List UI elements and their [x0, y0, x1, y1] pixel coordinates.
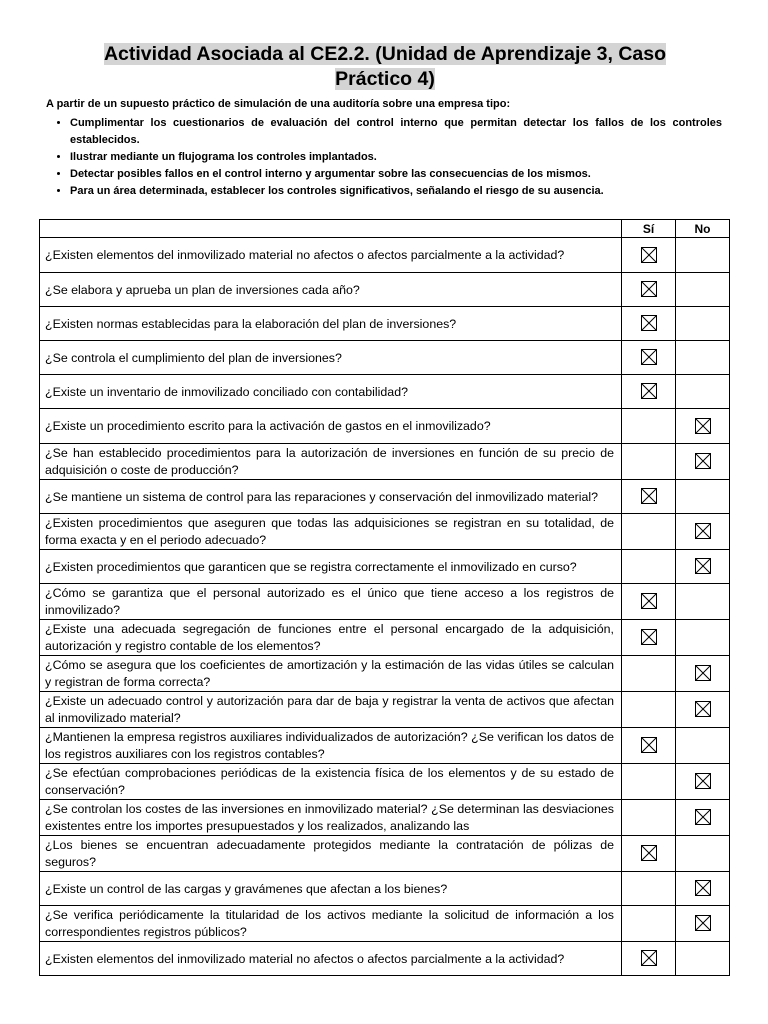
yes-cell — [622, 584, 676, 620]
yes-cell — [622, 942, 676, 976]
document-title — [40, 42, 730, 92]
bullet-item: • Ilustrar mediante un flujograma los controles implantados. — [70, 149, 722, 166]
question-cell: ¿Se controla el cumplimiento del plan de inversiones? — [40, 341, 622, 375]
checked-box-icon — [641, 845, 657, 861]
checked-box-icon — [641, 488, 657, 504]
question-cell: ¿Existen normas establecidas para la elaboración del plan de inversiones? — [40, 307, 622, 341]
yes-cell — [622, 728, 676, 764]
bullet-item: • Cumplimentar los cuestionarios de evaluación del control interno que permitan detectar los fallos de los controles establecidos. — [70, 115, 722, 149]
checked-box-icon — [695, 453, 711, 469]
title-line-1: Actividad Asociada al CE2.2. (Unidad de Aprendizaje 3, Caso — [103, 43, 667, 65]
bullet-item: • Para un área determinada, establecer los controles significativos, señalando el riesgo de su ausencia. — [70, 183, 722, 200]
checked-box-icon — [641, 593, 657, 609]
no-cell — [676, 800, 730, 836]
table-row — [40, 942, 730, 976]
table-row — [40, 550, 730, 584]
table-row — [40, 409, 730, 444]
question-cell: ¿Cómo se garantiza que el personal autorizado es el único que tiene acceso a los registros de inmovilizado? — [40, 584, 622, 620]
no-cell — [676, 584, 730, 620]
table-row — [40, 273, 730, 307]
yes-cell — [622, 307, 676, 341]
question-cell: ¿Existe un inventario de inmovilizado conciliado con contabilidad? — [40, 375, 622, 409]
checklist-body — [40, 238, 730, 976]
checklist-table — [39, 219, 730, 976]
checked-box-icon — [695, 523, 711, 539]
no-cell — [676, 238, 730, 273]
checked-box-icon — [695, 418, 711, 434]
table-row — [40, 444, 730, 480]
yes-cell — [622, 480, 676, 514]
table-row — [40, 872, 730, 906]
table-row — [40, 480, 730, 514]
no-cell — [676, 375, 730, 409]
no-header: No — [676, 220, 730, 238]
checked-box-icon — [695, 809, 711, 825]
yes-cell — [622, 800, 676, 836]
question-cell: ¿Existe un procedimiento escrito para la activación de gastos en el inmovilizado? — [40, 409, 622, 444]
no-cell — [676, 764, 730, 800]
checked-box-icon — [641, 737, 657, 753]
no-cell — [676, 906, 730, 942]
no-cell — [676, 480, 730, 514]
yes-cell — [622, 375, 676, 409]
checked-box-icon — [695, 915, 711, 931]
table-row — [40, 692, 730, 728]
checked-box-icon — [695, 773, 711, 789]
yes-cell — [622, 514, 676, 550]
question-cell: ¿Existen elementos del inmovilizado material no afectos o afectos parcialmente a la actividad? — [40, 238, 622, 273]
question-cell: ¿Existen elementos del inmovilizado material no afectos o afectos parcialmente a la actividad? — [40, 942, 622, 976]
no-cell — [676, 514, 730, 550]
yes-cell — [622, 238, 676, 273]
table-row — [40, 341, 730, 375]
question-cell: ¿Los bienes se encuentran adecuadamente protegidos mediante la contratación de pólizas de seguros? — [40, 836, 622, 872]
question-cell: ¿Se mantiene un sistema de control para las reparaciones y conservación del inmovilizado material? — [40, 480, 622, 514]
question-cell: ¿Cómo se asegura que los coeficientes de amortización y la estimación de las vidas útiles se calculan y registran de forma correcta? — [40, 656, 622, 692]
no-cell — [676, 307, 730, 341]
table-row — [40, 375, 730, 409]
question-cell: ¿Se han establecido procedimientos para la autorización de inversiones en función de su precio de adquisición o coste de producción? — [40, 444, 622, 480]
table-row — [40, 238, 730, 273]
question-cell: ¿Se controlan los costes de las inversiones en inmovilizado material? ¿Se determinan las desviaciones existentes entre los importes presupuestados y los realizados, analizando las — [40, 800, 622, 836]
no-cell — [676, 444, 730, 480]
question-cell: ¿Se elabora y aprueba un plan de inversiones cada año? — [40, 273, 622, 307]
question-cell: ¿Existe un control de las cargas y gravámenes que afectan a los bienes? — [40, 872, 622, 906]
question-cell: ¿Se verifica periódicamente la titularidad de los activos mediante la solicitud de información a los correspondientes registros públicos? — [40, 906, 622, 942]
title-line-2: Práctico 4) — [335, 68, 435, 90]
question-cell: ¿Existe un adecuado control y autorización para dar de baja y registrar la venta de activos que afectan al inmovilizado material? — [40, 692, 622, 728]
yes-cell — [622, 620, 676, 656]
yes-cell — [622, 444, 676, 480]
no-cell — [676, 341, 730, 375]
bullet-list — [46, 115, 722, 200]
header-row — [40, 220, 730, 238]
checked-box-icon — [641, 315, 657, 331]
question-cell: ¿Existe una adecuada segregación de funciones entre el personal encargado de la adquisición, autorización y registro contable de los elementos? — [40, 620, 622, 656]
checked-box-icon — [695, 558, 711, 574]
no-cell — [676, 550, 730, 584]
yes-cell — [622, 764, 676, 800]
no-cell — [676, 836, 730, 872]
question-cell: ¿Existen procedimientos que garanticen que se registra correctamente el inmovilizado en curso? — [40, 550, 622, 584]
checked-box-icon — [641, 247, 657, 263]
table-row — [40, 764, 730, 800]
checked-box-icon — [641, 281, 657, 297]
bullet-item: • Detectar posibles fallos en el control interno y argumentar sobre las consecuencias de los mismos. — [70, 166, 722, 183]
yes-cell — [622, 836, 676, 872]
table-row — [40, 656, 730, 692]
yes-cell — [622, 409, 676, 444]
no-cell — [676, 656, 730, 692]
yes-cell — [622, 656, 676, 692]
yes-cell — [622, 872, 676, 906]
table-row — [40, 800, 730, 836]
checked-box-icon — [695, 880, 711, 896]
yes-cell — [622, 341, 676, 375]
no-cell — [676, 409, 730, 444]
no-cell — [676, 942, 730, 976]
checked-box-icon — [641, 950, 657, 966]
question-cell: ¿Mantienen la empresa registros auxiliares individualizados de autorización? ¿Se verifican los datos de los registros auxiliares con los registros contables? — [40, 728, 622, 764]
no-cell — [676, 273, 730, 307]
table-row — [40, 514, 730, 550]
no-cell — [676, 728, 730, 764]
yes-cell — [622, 906, 676, 942]
instructions — [46, 96, 722, 200]
question-cell: ¿Existen procedimientos que aseguren que todas las adquisiciones se registran en su totalidad, de forma exacta y en el periodo adecuado? — [40, 514, 622, 550]
yes-cell — [622, 273, 676, 307]
yes-cell — [622, 692, 676, 728]
no-cell — [676, 872, 730, 906]
table-row — [40, 584, 730, 620]
intro-text: A partir de un supuesto práctico de simulación de una auditoría sobre una empresa tipo: — [46, 98, 511, 110]
checked-box-icon — [695, 701, 711, 717]
table-row — [40, 836, 730, 872]
table-row — [40, 620, 730, 656]
table-row — [40, 906, 730, 942]
question-header — [40, 220, 622, 238]
yes-header: Sí — [622, 220, 676, 238]
no-cell — [676, 692, 730, 728]
yes-cell — [622, 550, 676, 584]
table-row — [40, 728, 730, 764]
checked-box-icon — [641, 629, 657, 645]
table-row — [40, 307, 730, 341]
checked-box-icon — [641, 349, 657, 365]
checked-box-icon — [641, 383, 657, 399]
question-cell: ¿Se efectúan comprobaciones periódicas de la existencia física de los elementos y de su estado de conservación? — [40, 764, 622, 800]
checked-box-icon — [695, 665, 711, 681]
no-cell — [676, 620, 730, 656]
